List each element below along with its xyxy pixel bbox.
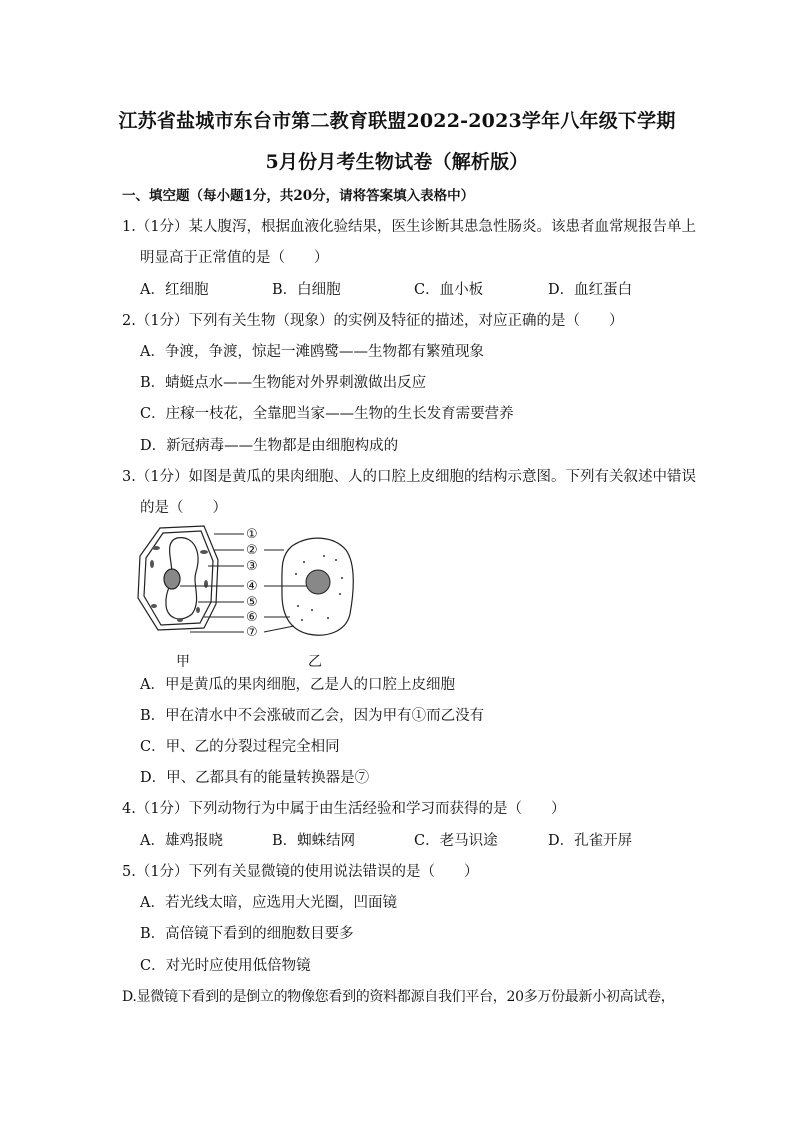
figure-labels [246, 527, 258, 640]
plant-nucleus [164, 569, 180, 589]
question-3-stem-line1: 3.（1分）如图是黄瓜的果肉细胞、人的口腔上皮细胞的结构示意图。下列有关叙述中错误 [122, 469, 697, 485]
chloroplast [177, 618, 183, 622]
question-3-option-c: C．甲、乙的分裂过程完全相同 [140, 739, 340, 755]
question-1-option-a: A．红细胞 [140, 282, 209, 298]
question-5-option-d: D.显微镜下看到的是倒立的物像您看到的资料都源自我们平台，20多万份最新小初高试卷， [122, 989, 675, 1005]
chloroplast [196, 607, 200, 613]
question-2-option-d: D．新冠病毒——生物都是由细胞构成的 [140, 438, 399, 454]
question-2-option-a: A．争渡，争渡，惊起一滩鸥鹭——生物都有繁殖现象 [140, 344, 484, 360]
question-3-stem-line2: 的是（ ） [140, 500, 227, 516]
question-1-option-b: B．白细胞 [272, 282, 341, 298]
animal-cell-yi [282, 538, 353, 635]
question-2-stem: 2.（1分）下列有关生物（现象）的实例及特征的描述，对应正确的是（ ） [122, 313, 624, 329]
document-title-line2: 5月份月考生物试卷（解析版） [265, 151, 529, 173]
figure-label-1: ① [246, 527, 258, 542]
chloroplast [151, 604, 157, 608]
document-title-line1: 江苏省盐城市东台市第二教育联盟2022-2023学年八年级下学期 [118, 110, 676, 132]
question-5-stem: 5.（1分）下列有关显微镜的使用说法错误的是（ ） [122, 864, 479, 880]
figure-label-5: ⑤ [246, 595, 258, 610]
question-5-option-c: C．对光时应使用低倍物镜 [140, 958, 311, 974]
question-4-stem: 4.（1分）下列动物行为中属于由生活经验和学习而获得的是（ ） [122, 801, 566, 817]
question-3-option-a: A．甲是黄瓜的果肉细胞，乙是人的口腔上皮细胞 [140, 677, 455, 693]
question-5-option-a: A．若光线太暗，应选用大光圈，凹面镜 [140, 895, 397, 911]
question-3-option-b: B．甲在清水中不会涨破而乙会，因为甲有①而乙没有 [140, 708, 485, 724]
question-2-option-c: C．庄稼一枝花，全靠肥当家——生物的生长发育需要营养 [140, 406, 514, 422]
question-2-option-b: B．蜻蜓点水——生物能对外界刺激做出反应 [140, 375, 427, 391]
leader-line-7b [264, 626, 294, 632]
figure-label-3: ③ [246, 559, 258, 574]
animal-nucleus [306, 570, 330, 594]
question-4-option-a: A．雄鸡报晓 [140, 833, 223, 849]
question-4-option-d: D．孔雀开屏 [548, 833, 633, 849]
figure-caption-yi: 乙 [308, 654, 322, 670]
question-1-option-d: D．血红蛋白 [548, 282, 633, 298]
chloroplast [200, 550, 208, 554]
question-4-option-b: B．蜘蛛结网 [272, 833, 356, 849]
chloroplast [204, 580, 208, 588]
figure-label-2: ② [246, 543, 258, 558]
figure-label-7: ⑦ [246, 625, 258, 640]
chloroplast [150, 560, 154, 568]
figure-caption-jia: 甲 [176, 654, 190, 670]
question-1-option-c: C．血小板 [414, 282, 484, 298]
chloroplast [152, 546, 160, 550]
question-3-option-d: D．甲、乙都具有的能量转换器是⑦ [140, 770, 370, 786]
question-1-stem-line2: 明显高于正常值的是（ ） [140, 250, 329, 266]
question-1-stem-line1: 1.（1分）某人腹泻，根据血液化验结果，医生诊断其患急性肠炎。该患者血常规报告单上 [122, 219, 697, 235]
figure-label-4: ④ [246, 579, 258, 594]
question-5-option-b: B．高倍镜下看到的细胞数目要多 [140, 926, 354, 942]
cell-structure-diagram [132, 522, 372, 672]
figure-label-6: ⑥ [246, 610, 258, 625]
plant-cell-jia [138, 526, 218, 630]
section-heading: 一、填空题（每小题1分，共20分，请将答案填入表格中） [122, 188, 475, 204]
question-4-option-c: C．老马识途 [414, 833, 498, 849]
